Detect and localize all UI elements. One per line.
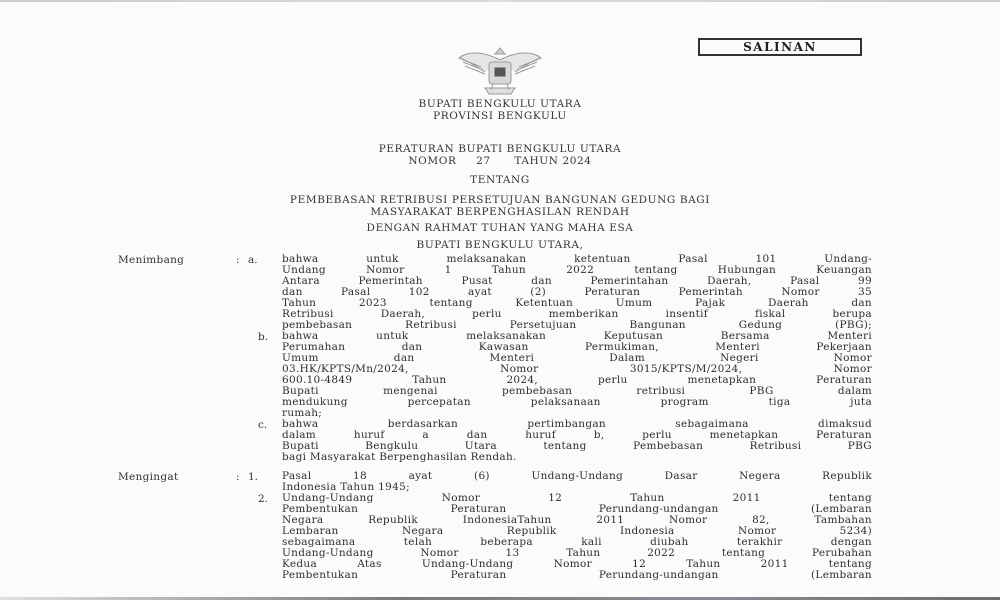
mengingat-item-1: Pasal 18 ayat (6) Undang-Undang Dasar Negera Republik xyxy=(282,470,872,482)
item-marker: b. xyxy=(258,331,269,343)
menimbang-label: Menimbang xyxy=(118,254,185,266)
garuda-emblem-icon xyxy=(455,42,545,98)
regulation-number: NOMOR 27 TAHUN 2024 xyxy=(408,155,592,167)
authority: BUPATI BENGKULU UTARA, xyxy=(416,239,584,251)
mengingat-item-2: Undang-Undang Nomor 12 Tahun 2011 tentang Pembentukan Peraturan Perundang-undangan (Lembaran Negara Republik IndonesiaTahun 2011 Nomor 82, Tambahan Lembaran Negara Republik Indonesia Nomor 5234) sebagaimana telah beberapa kali diubah terakhir dengan Undang-Undang Nomor 13 Tahun 2022 tentang Perubahan Kedua Atas Undang-Undang Nomor 12 Tahun 2011 tentang Pembentukan Peraturan Perundang-undangan (Lembaran xyxy=(282,492,872,581)
issuer-line-1: BUPATI BENGKULU UTARA xyxy=(418,98,582,110)
subject-line-2: MASYARAKAT BERPENGHASILAN RENDAH xyxy=(370,206,630,218)
item-marker: 2. xyxy=(258,493,269,505)
mengingat-colon: : xyxy=(236,471,240,483)
menimbang-item-a: bahwa untuk melaksanakan ketentuan Pasal 101 Undang- Undang Nomor 1 Tahun 2022 tentang Hubungan Keuangan Antara Pemerintah Pusat dan Pemerintahan Daerah, Pasal 99 dan Pasal 102 ayat (2) Peraturan Pemerintah Nomor 35 Tahun 2023 tentang Ketentuan Umum Pajak Daerah dan Retribusi Daerah, perlu memberikan insentif fiskal berupa pembebasan Retribusi Persetujuan Bangunan Gedung (PBG); xyxy=(282,253,872,331)
invocation: DENGAN RAHMAT TUHAN YANG MAHA ESA xyxy=(366,222,634,234)
menimbang-item-b: bahwa untuk melaksanakan Keputusan Bersama Menteri Perumahan dan Kawasan Permukiman, Menteri Pekerjaan Umum dan Menteri Dalam Negeri Nomor 03.HK/KPTS/Mn/2024, Nomor 3015/KPTS/M/2024, Nomor 600.10-4849 Tahun 2024, perlu menetapkan Peraturan Bupati mengenai pembebasan retribusi PBG dalam mendukung percepatan pelaksanaan program tiga juta xyxy=(282,330,872,408)
item-marker: c. xyxy=(258,419,268,431)
menimbang-item-b-last: rumah; xyxy=(282,407,323,419)
menimbang-item-c-last: bagi Masyarakat Berpenghasilan Rendah. xyxy=(282,451,517,463)
issuer-line-2: PROVINSI BENGKULU xyxy=(433,110,567,122)
page-top-edge xyxy=(0,0,1000,2)
mengingat-label: Mengingat xyxy=(118,471,179,483)
mengingat-item-1-last: Indonesia Tahun 1945; xyxy=(282,481,410,493)
subject-line-1: PEMBEBASAN RETRIBUSI PERSETUJUAN BANGUNAN GEDUNG BAGI xyxy=(289,194,711,206)
salinan-stamp: SALINAN xyxy=(698,38,862,56)
item-marker: 1. xyxy=(248,471,259,483)
about-heading: TENTANG xyxy=(470,174,530,186)
item-marker: a. xyxy=(248,254,258,266)
regulation-title: PERATURAN BUPATI BENGKULU UTARA xyxy=(378,143,622,155)
menimbang-item-c: bahwa berdasarkan pertimbangan sebagaimana dimaksud dalam huruf a dan huruf b, perlu menetapkan Peraturan Bupati Bengkulu Utara tentang Pembebasan Retribusi PBG xyxy=(282,418,872,452)
menimbang-colon: : xyxy=(236,254,240,266)
